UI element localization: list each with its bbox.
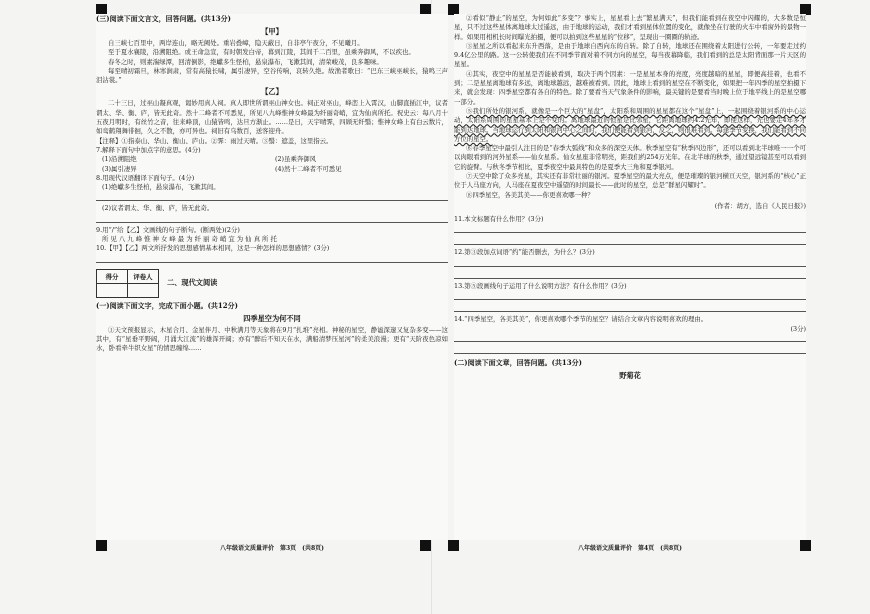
passage-jia-title: 【甲】 xyxy=(261,27,283,36)
section-heading-classical: (三)阅读下面文言文，回答问题。(共13分) xyxy=(96,14,231,23)
exam-page-4 xyxy=(454,14,806,552)
question-9-sentence: 所 见 八 九 峰 惟 神 女 峰 最 为 纤 丽 奇 峭 宜 为 仙 真 所 托 xyxy=(102,235,277,244)
next-article-title: 野菊花 xyxy=(619,371,641,381)
question-7-items xyxy=(102,155,448,164)
page-footer: 八年级语文质量评价 第4页 (共8页) xyxy=(577,545,683,552)
article-paragraph: ③星星之所以看起来东升西落，是由于地球自西向东的自转。除了自转，地球还在围绕着太阳进行公转，一年要走过约9.4亿公里的路。这一公转使我们在不同季节面对着不同方向的星空，每当夜幕降临，我们看到的总是太阳背面那一片天区的星星。 xyxy=(454,41,806,69)
article-title: 四季星空为何不同 xyxy=(243,313,301,323)
section-heading-modern: 二、现代文阅读 xyxy=(167,278,218,288)
article-paragraph: ①天文预报显示，木星合月、金星伴月、中秋满月等天象将在9月“扎堆”亮相。神秘的星空，静谧深邃又复杂多变——这其中，有“星垂平野阔，月涌大江流”的雄浑开阔；亦有“醉后不知天在水，满船清梦压星河”的柔美浪漫；更有“天阶夜色凉如水，卧看牵牛织女星”的情思缠绵…… xyxy=(96,325,448,353)
answer-line[interactable] xyxy=(454,345,806,354)
grader-cell[interactable] xyxy=(128,283,159,297)
question-13: 13.第⑤段画线句子运用了什么说明方法？有什么作用？(3分) xyxy=(454,281,627,290)
exam-page-3 xyxy=(96,14,448,552)
question-10: 10.【甲】【乙】两文所抒发的思想感情基本相同，这是一种怎样的思想感情？(3分) xyxy=(96,244,330,253)
question-7-items xyxy=(102,165,448,174)
question-7: 7.解释下面句中加点字的意思。(4分) xyxy=(96,145,201,154)
question-8-item: (2)议者谓太、华、衡、庐，皆无此奇。 xyxy=(102,204,214,213)
question-7-item: (3)属引凄异 xyxy=(102,164,137,173)
grader-label: 评卷人 xyxy=(128,269,159,283)
article-paragraph: ⑤我们所处的银河系，就像是一个巨大的“星盘”，太阳系和周围的星星都在这个“星盘”上，一起围绕着银河系的中心运动，太阳系周围的星星基本上是不变的。离地球最近的恒星是比邻星，它距离地球约4.2光年，即使这样，光也要走4年多才能到达地球。当地球运行到太阳和银河中心之间时，我们便能看到银河，反之，则很难看到。每逢季节变换，我们能看到不同方位的星空。 xyxy=(454,106,806,143)
answer-line[interactable] xyxy=(454,236,806,245)
score-box-row xyxy=(96,269,448,298)
question-12: 12.第③段加点词语“约”能否删去，为什么？(3分) xyxy=(454,248,595,257)
answer-line[interactable] xyxy=(96,192,448,201)
answer-line[interactable] xyxy=(454,270,806,279)
question-14-points: (3分) xyxy=(790,325,806,334)
score-cell[interactable] xyxy=(97,283,128,297)
answer-line[interactable] xyxy=(454,303,806,312)
answer-line[interactable] xyxy=(454,291,806,300)
passage-jia-paragraph: 至于夏水襄陵，沿溯阻绝。或王命急宣，有时朝发白帝，暮到江陵，其间千二百里，虽乘奔御风，不以疾也。 xyxy=(108,48,415,57)
question-8: 8.用现代汉语翻译下面句子。(4分) xyxy=(96,173,195,182)
article-credit: (作者：胡方，选自《人民日报》) xyxy=(714,201,806,210)
page-footer: 八年级语文质量评价 第3页 (共8页) xyxy=(219,545,325,552)
subsection-heading: (二)阅读下面文章，回答问题。(共13分) xyxy=(454,358,582,368)
article-paragraph: ②看似“静止”的星空，为何如此“多变”？事实上，星星看上去“繁星满天”，但我们能看到在夜空中闪耀的，大多数是恒星，只不过这些星体离地球太过遥远，由于地球的运动，我们才看到星体位置的变化，就像坐在行驶的火车中看窗外的景物一样。如果用相机长时间曝光拍摄，便可以拍到这些星星的“位移”，呈现出一圈圈的轨迹。 xyxy=(454,14,806,41)
question-9: 9.用“/”给【乙】文画线的句子断句。(断两处)(2分) xyxy=(96,225,240,234)
article-paragraph: ⑥春季星空中最引人注目的是“春季大弧线”和众多的深空天体。秋季星空有“秋季四边形”，还可以看到北半球唯一一个可以肉眼看到的河外星系——仙女星系。仙女星座非常明亮，距我们约254万光年。在北半球的秋季，通过望远镜甚至可以看到它的旋臂。与秋冬季节相比，夏季夜空中最具特色的是夏季大三角和夏季银河。 xyxy=(454,144,806,171)
article-paragraph: ⑦天空中除了众多亮星，其实还有非常壮丽的银河。夏季星空的最大亮点，便是璀璨的银河横亘天空，银河系的“核心”正位于人马座方向，人马座在夏夜空中遥望的时间最长——此时的星空，总是“群星闪耀时”。 xyxy=(454,172,806,190)
question-11: 11.本文标题有什么作用？(3分) xyxy=(454,214,544,223)
question-8-item: (1)绝巘多生怪柏，悬泉瀑布，飞漱其间。 xyxy=(102,183,220,192)
passage-yi-paragraph: 二十三日，过巫山凝真观，谒妙用真人祠。真人即世所谓巫山神女也。祠正对巫山，峰峦上入霄汉，山脚直插江中，议者谓太、华、衡、庐，皆无此奇。然十二峰者不可悉见，所见八九峰惟神女峰最为纤丽奇峭，宜为仙真所托。祝史云：每八月十五夜月明时，有丝竹之音，往来峰顶，山猿皆鸣，达旦方渐止。……是日，天宇晴霁，四顾无纤翳；惟神女峰上有白云数片，如鸾鹤翔舞徘徊，久之不散，亦可异也。祠旧有乌数百，送客迎舟。 xyxy=(96,99,448,136)
answer-line[interactable] xyxy=(454,258,806,267)
answer-line[interactable] xyxy=(454,224,806,233)
answer-line[interactable] xyxy=(96,254,448,263)
score-table xyxy=(96,269,159,298)
passage-jia-paragraph: 自三峡七百里中，两岸连山，略无阙处。重岩叠嶂，隐天蔽日，自非亭午夜分，不见曦月。 xyxy=(108,39,364,47)
article-paragraph: ④其实，夜空中的星星是否能被看到，取决于两个因素：一是星星本身的亮度，亮度越暗的星星，即便高挂着，也看不到；二是星星离地球有多远，离地球越远，越难被看到。因此，地球上看到的星空在不断变化，如果把一年四季的星空拍摄下来，就会发现：四季星空都有各自的特色。除了要看当天气象条件的影响，最关键的是要看当时晚上位于地平线上的是星空哪一部分。 xyxy=(454,69,806,106)
passage-jia-paragraph: 每至晴初霜旦，林寒涧肃，常有高猿长啸，属引凄异，空谷传响，哀转久绝。故渔者歌曰：“巴东三峡巫峡长，猿鸣三声泪沾裳。” xyxy=(96,66,448,85)
passage-yi-title: 【乙】 xyxy=(261,87,283,97)
subsection-heading: (一)阅读下面文字，完成下面小题。(共12分) xyxy=(96,300,238,310)
answer-line[interactable] xyxy=(454,333,806,342)
passage-yi-notes: 【注释】①指泰山、华山、衡山、庐山。②霁：雨过天晴。③翳：遮盖，这里指云。 xyxy=(96,136,333,145)
passage-jia-paragraph: 春冬之时，则素湍绿潭，回清倒影，绝巘多生怪柏，悬泉瀑布，飞漱其间，清荣峻茂，良多趣味。 xyxy=(108,57,383,66)
question-14: 14.“四季星空，各美其美”，你更喜欢哪个季节的星空？请结合文章内容说明喜欢的理由。 xyxy=(454,314,708,323)
question-7-item: (1)沿溯阻绝 xyxy=(102,155,137,164)
article-paragraph: ⑧四季星空，各美其美——你更喜欢哪一种？ xyxy=(466,190,594,199)
question-7-item: (2)虽乘奔御风 xyxy=(275,155,317,164)
question-7-item: (4)然十二峰者不可悉见 xyxy=(275,164,342,173)
answer-line[interactable] xyxy=(96,214,448,223)
score-label: 得分 xyxy=(97,269,128,283)
